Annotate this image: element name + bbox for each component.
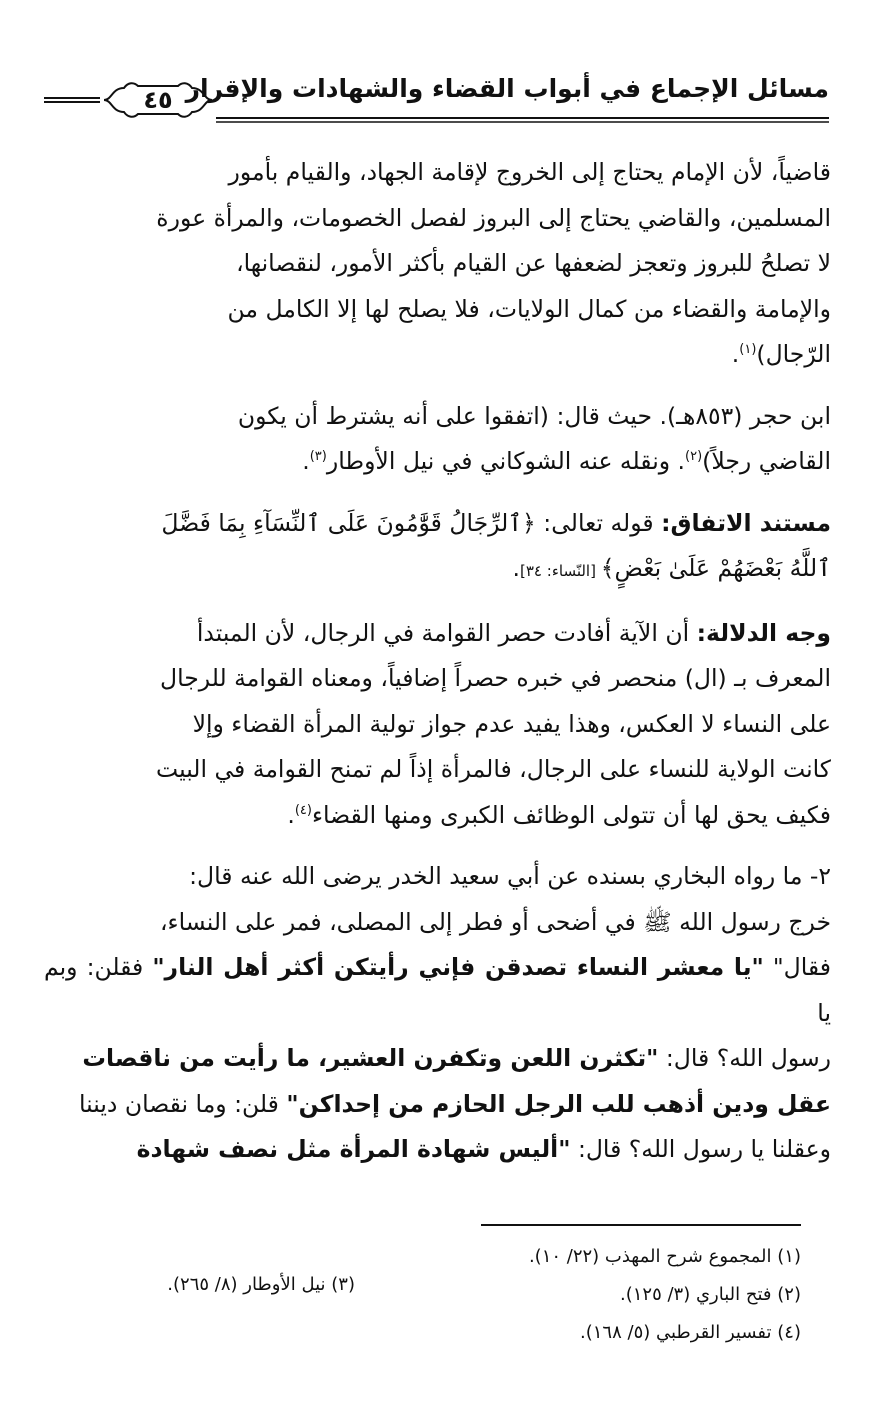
evidence-label: مستند الاتفاق: [661,508,831,537]
footnote-ref-4: (٤) [294,802,312,818]
paragraph-4-tail: . [287,800,295,829]
footnote-2-text: فتح الباري (٣/ ١٢٥). [619,1284,772,1305]
paragraph-4-text: أن الآية أفادت حصر القوامة في الرجال، لأن المبتدأ المعرف بـ (ال) منحصر في خبره حصراً إضافياً، ومعناه القوامة للرجال على النساء لا العكس، وهذا يفيد عدم جواز تولية المرأة القضاء وإلا كانت الولاية للنساء على الرجال، فالمرأة إذاً لم تمنح القوامة في البيت فكيف يحق لها أن تتولى الوظائف الكبرى ومنها القضاء [156,618,831,829]
verse-source: [النّساء: ٣٤] [520,562,601,580]
footnote-2-number: (٢) [777,1284,801,1305]
footnote-1-number: (١) [777,1246,801,1267]
paragraph-2-text: ابن حجر (٨٥٣هـ). حيث قال: (اتفقوا على أنه يشترط أن يكون القاضي رجلاً) [237,401,831,475]
footnote-ref-3: (٣) [309,449,327,465]
paragraph-4 [44,611,831,839]
hadith-narration-1: ٢- ما رواه البخاري بسنده عن أبي سعيد الخدر يرضى الله عنه قال: خرج رسول الله ﷺ في أضحى أو فطر إلى المصلى، فمر على النساء، فقال" [159,862,831,981]
hadith-quote-2: "تكثرن اللعن وتكفرن العشير، ما رأيت من ناقصات عقل ودين أذهب للب الرجل الحازم من إحداكن" [82,1044,831,1118]
paragraph-3 [44,501,831,595]
hadith-quote-1: "يا معشر النساء تصدقن فإني رأيتكن أكثر أهل النار" [152,953,764,981]
footnote-4-number: (٤) [777,1322,801,1343]
paragraph-2-tail: . [302,447,310,475]
paragraph-5 [44,854,831,1173]
page-number: ٤٥ [143,86,173,114]
footnote-3-text: نيل الأوطار (٨/ ٢٦٥). [167,1274,326,1295]
paragraph-1 [44,150,831,378]
inference-label: وجه الدلالة: [696,618,831,647]
running-title: مسائل الإجماع في أبواب القضاء والشهادات والإقرار [185,74,829,103]
page-number-ornament [102,80,214,120]
header-left-rule [44,96,100,104]
footnote-2 [620,1284,801,1305]
hadith-quote-3: "أليس شهادة المرأة مثل نصف شهادة [136,1135,571,1163]
footnote-1 [529,1246,801,1267]
main-text [44,150,831,1173]
footnote-separator [481,1224,801,1226]
header-rule [216,116,829,124]
footnote-3-number: (٣) [331,1274,355,1295]
paragraph-1-text: قاضياً، لأن الإمام يحتاج إلى الخروج لإقامة الجهاد، والقيام بأمور المسلمين، والقاضي يحتاج إلى البروز لفصل الخصومات، والمرأة عورة لا تصلحُ للبروز وتعجز لضعفها عن القيام بأكثر الأمور، لنقصانها، والإمامة والقضاء من كمال الولايات، فلا يصلح لها إلا الكامل من الرّجال) [156,158,831,368]
footnote-4 [580,1322,801,1343]
footnote-3 [167,1274,355,1295]
paragraph-1-tail: . [731,340,740,368]
footnote-1-text: المجموع شرح المهذب (٢٢/ ١٠). [528,1246,772,1267]
evidence-intro: قوله تعالى: [535,508,662,537]
quran-verse: ﴿ٱلرِّجَالُ قَوَّٰمُونَ عَلَى ٱلنِّسَآءِ بِمَا فَضَّلَ ٱللَّهُ بَعْضَهُمْ عَلَىٰ بَعْضٍ﴾ [161,508,831,582]
paragraph-3-tail: . [512,554,521,582]
footnote-ref-1: (١) [739,342,757,358]
hadith-narration-3: قلن: وما نقصان ديننا وعقلنا يا رسول الله؟ قال: [79,1089,831,1163]
paragraph-2 [44,394,831,485]
hadith-narration-2: فقلن: وبم يا رسول الله؟ قال: [44,953,831,1072]
page-header [44,68,829,130]
paragraph-2-mid: . ونقله عنه الشوكاني في نيل الأوطار [326,447,686,475]
footnote-4-text: تفسير القرطبي (٥/ ١٦٨). [580,1322,772,1343]
footnote-ref-2: (٢) [685,449,703,465]
